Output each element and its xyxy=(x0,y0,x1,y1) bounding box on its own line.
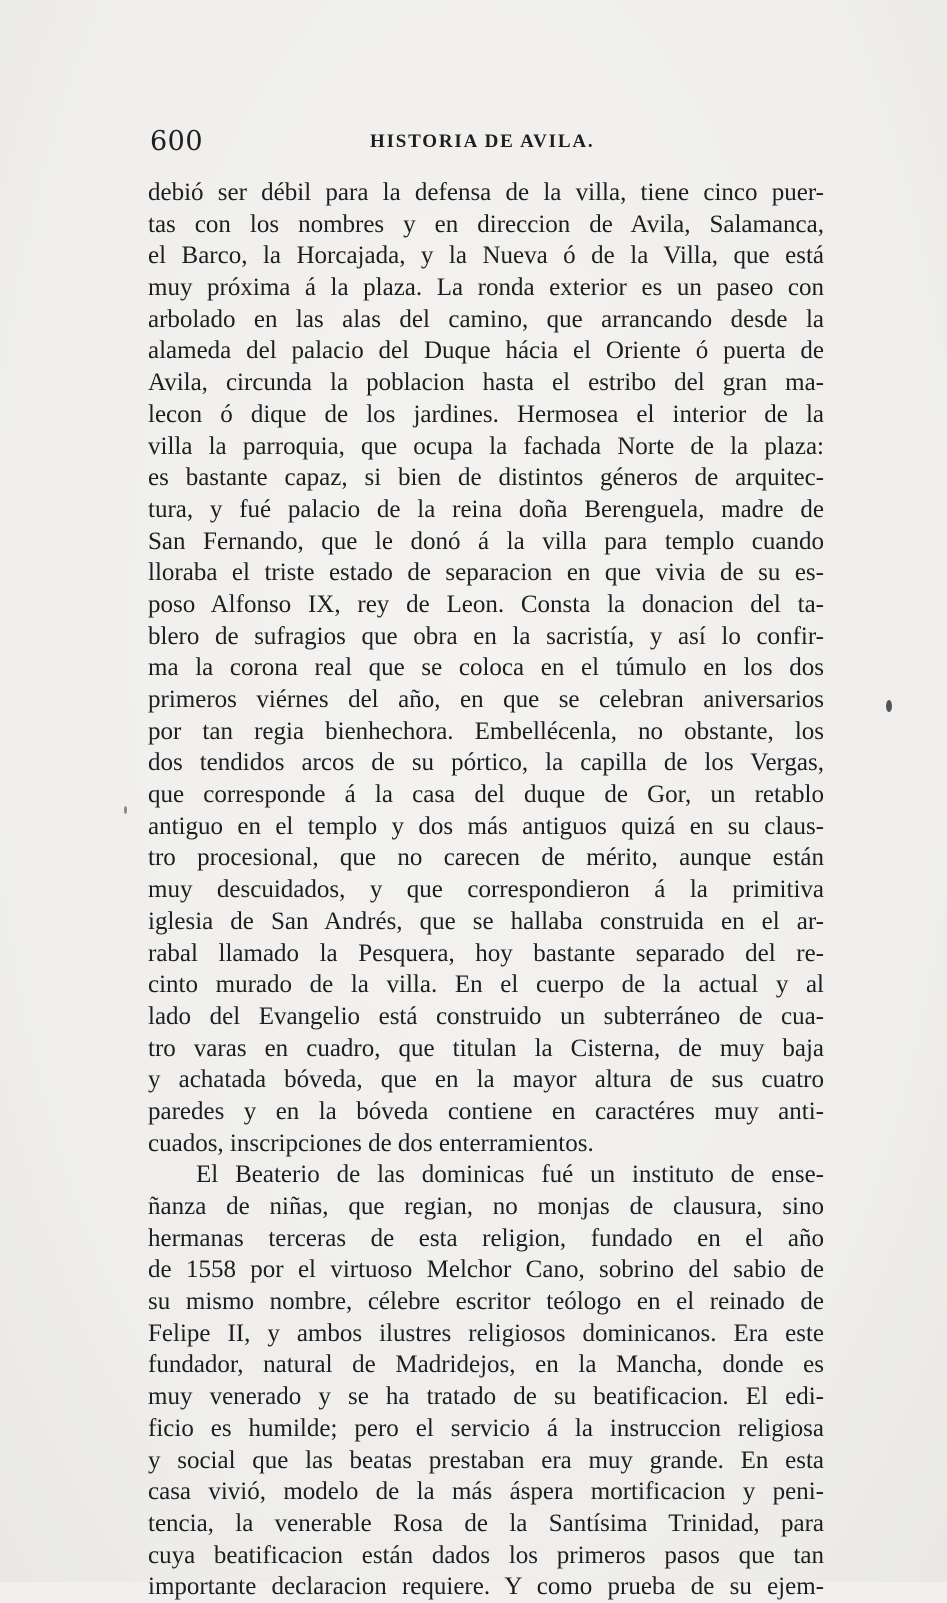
running-title: HISTORIA DE AVILA. xyxy=(370,131,595,152)
text-line: tencia, la venerable Rosa de la Santísima Trinidad, para xyxy=(148,1509,824,1537)
text-line: es bastante capaz, si bien de distintos géneros de arquitec- xyxy=(148,464,824,492)
text-line: y social que las beatas prestaban era muy grande. En esta xyxy=(148,1446,824,1474)
text-line: fundador, natural de Madridejos, en la Mancha, donde es xyxy=(148,1351,824,1379)
text-line: ma la corona real que se coloca en el túmulo en los dos xyxy=(148,654,824,682)
text-line: blero de sufragios que obra en la sacristía, y así lo confir- xyxy=(148,622,824,650)
text-line: paredes y en la bóveda contiene en caractéres muy anti- xyxy=(148,1097,824,1125)
text-line: El Beaterio de las dominicas fué un instituto de ense- xyxy=(196,1161,824,1189)
text-line: lecon ó dique de los jardines. Hermosea el interior de la xyxy=(148,400,824,428)
text-line: iglesia de San Andrés, que se hallaba construida en el ar- xyxy=(148,907,824,935)
paper-speck xyxy=(886,700,892,712)
body-text xyxy=(148,177,824,1603)
text-line: de 1558 por el virtuoso Melchor Cano, sobrino del sabio de xyxy=(148,1256,824,1284)
text-line: muy próxima á la plaza. La ronda exterior es un paseo con xyxy=(148,274,824,302)
text-line: debió ser débil para la defensa de la villa, tiene cinco puer- xyxy=(148,179,824,206)
text-line: ficio es humilde; pero el servicio á la instruccion religiosa xyxy=(148,1414,824,1442)
text-line: primeros viérnes del año, en que se celebran aniversarios xyxy=(148,686,824,713)
text-line: ñanza de niñas, que regian, no monjas de clausura, sino xyxy=(148,1193,824,1220)
text-line: lloraba el triste estado de separacion en que vivia de su es- xyxy=(148,559,824,587)
text-line: tas con los nombres y en direccion de Avila, Salamanca, xyxy=(148,210,824,238)
text-line: tura, y fué palacio de la reina doña Berenguela, madre de xyxy=(148,495,824,523)
text-line: cuados, inscripciones de dos enterramientos. xyxy=(148,1129,594,1157)
text-line: hermanas terceras de esta religion, fundado en el año xyxy=(148,1224,824,1252)
text-line: lado del Evangelio está construido un subterráneo de cua- xyxy=(148,1002,824,1030)
text-line: y achatada bóveda, que en la mayor altura de sus cuatro xyxy=(148,1066,824,1094)
text-line: cuya beatificacion están dados los primeros pasos que tan xyxy=(148,1541,824,1569)
text-line: por tan regia bienhechora. Embellécenla, no obstante, los xyxy=(148,717,824,745)
text-line: muy descuidados, y que correspondieron á la primitiva xyxy=(148,876,824,904)
text-line: muy venerado y se ha tratado de su beatificacion. El edi- xyxy=(148,1383,824,1411)
text-line: arbolado en las alas del camino, que arrancando desde la xyxy=(148,305,824,333)
text-line: Felipe II, y ambos ilustres religiosos dominicanos. Era este xyxy=(148,1319,824,1347)
text-line: villa la parroquia, que ocupa la fachada Norte de la plaza: xyxy=(148,432,824,460)
text-line: casa vivió, modelo de la más áspera mortificacion y peni- xyxy=(148,1478,824,1506)
text-line: que corresponde á la casa del duque de Gor, un retablo xyxy=(148,781,824,809)
text-line: rabal llamado la Pesquera, hoy bastante separado del re- xyxy=(148,939,824,967)
text-line: el Barco, la Horcajada, y la Nueva ó de la Villa, que está xyxy=(148,242,824,270)
text-line: tro procesional, que no carecen de mérito, aunque están xyxy=(148,844,824,872)
paragraph-2 xyxy=(148,1159,824,1603)
text-line: San Fernando, que le donó á la villa para templo cuando xyxy=(148,527,824,555)
text-line: su mismo nombre, célebre escritor teólogo en el reinado de xyxy=(148,1288,824,1316)
text-line: tro varas en cuadro, que titulan la Cisterna, de muy baja xyxy=(148,1034,824,1062)
text-line: Avila, circunda la poblacion hasta el estribo del gran ma- xyxy=(148,369,824,397)
text-line: importante declaracion requiere. Y como prueba de su ejem- xyxy=(148,1573,824,1601)
text-line: dos tendidos arcos de su pórtico, la capilla de los Vergas, xyxy=(148,749,824,777)
page-header xyxy=(150,126,826,160)
text-line: poso Alfonso IX, rey de Leon. Consta la donacion del ta- xyxy=(148,590,824,618)
paper-speck xyxy=(124,806,127,814)
paragraph-1 xyxy=(148,177,824,1159)
page-number: 600 xyxy=(150,126,204,157)
text-line: antiguo en el templo y dos más antiguos quizá en su claus- xyxy=(148,812,824,840)
text-line: cinto murado de la villa. En el cuerpo de la actual y al xyxy=(148,971,824,999)
text-line: alameda del palacio del Duque hácia el Oriente ó puerta de xyxy=(148,337,824,365)
